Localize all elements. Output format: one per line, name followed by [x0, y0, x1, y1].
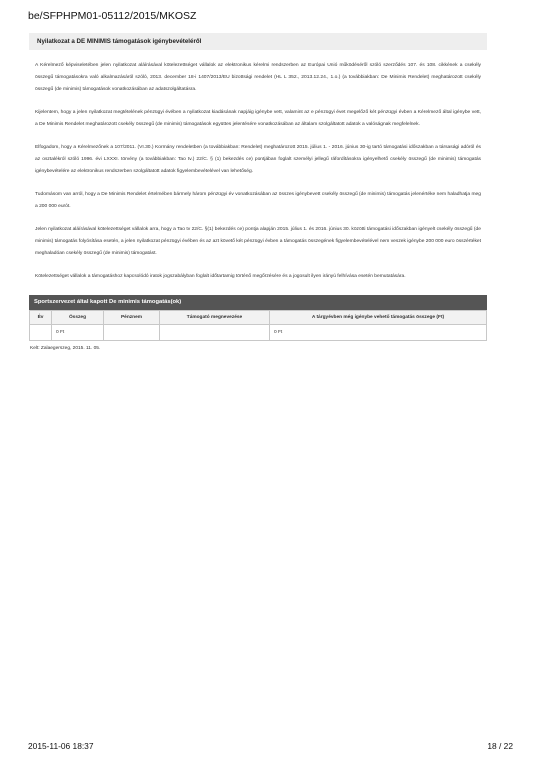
- column-header-amount: Összeg: [52, 310, 104, 324]
- footer-page-number: 18 / 22: [487, 741, 513, 751]
- paragraph-4: Tudomásom van arról, hogy a De Minimis Rendelet értelmében bármely három pénzügyi év vonatkozásában az összes igénybevett csekély összegű (de minimis) támogatás jelenértéke nem haladhatja meg a 200 000 eurót.: [35, 192, 481, 209]
- column-header-grantor: Támogató megnevezése: [160, 310, 270, 324]
- paragraph-5: Jelen nyilatkozat aláírásával kötelezettséget vállalok arra, hogy a Tao tv 22/C. §(1) bekezdés ce) pontja alapján 2015. július 1. és 2016. június 30. közötti támogatási időszakban igényelt csekély összegű (de minimis) támogatás folyósítása esetén, a jelen nyilatkozat pénzügyi évében és az azt követő két pénzügyi évben a támogatás összegének figyelembevételével nem veszek igénybe 200 000 euro összértéket meghaladóan csekély összegű (de minimis) támogatást.: [35, 227, 481, 256]
- cell-grantor: [160, 324, 270, 340]
- paragraph-6: Kötelezettséget vállalok a támogatáshoz kapcsolódó iratok jogszabályban foglalt időtartamig történő megőrzésére és a jogosult ilyen irányú felhívása esetén bemutatására.: [35, 274, 406, 280]
- paragraph-3: Elfogadom, hogy a Kérelmezőnek a 107/2011. (VI.30.) Kormány rendeletben (a továbbiakban: Rendelet) meghatározott 2015. július 1. - 2016. június 30-ig tartó támogatási időszakban a társasági adóról és az osztalékról szóló 1996. évi LXXXI. törvény (a továbbiakban: Tao tv.) 22/C. § (1) bekezdés ce) pontjában foglalt személyi jellegű ráfordításokra igényelhető csekély összegű (de minimis) támogatás igénybevételére az elektronikus rendszerben szolgáltatott adatok figyelembevételével van lehetőség.: [35, 145, 481, 174]
- de-minimis-table-section: [29, 295, 487, 341]
- table-title: Sportszervezet által kapott De minimis támogatás(ok): [29, 295, 487, 310]
- column-header-available-amount: A tárgyévben még igénybe vehető támogatás összege (Ft): [270, 310, 487, 324]
- de-minimis-table: [29, 310, 487, 341]
- document-id: be/SFPHPM01-05112/2015/MKOSZ: [28, 10, 197, 22]
- table-row: [30, 324, 487, 340]
- declaration-section: [29, 33, 487, 351]
- footer-datetime: 2015-11-06 18:37: [28, 741, 94, 751]
- cell-currency: [104, 324, 160, 340]
- table-header-row: [30, 310, 487, 324]
- declaration-body: [29, 50, 487, 282]
- declaration-title: Nyilatkozat a DE MINIMIS támogatások igénybevételéről: [29, 33, 487, 50]
- cell-available-amount: 0 Ft: [270, 324, 487, 340]
- issued-place-date: Kelt: Zalaegerszeg, 2015. 11. 05.: [30, 345, 101, 351]
- paragraph-2: Kijelentem, hogy a jelen nyilatkozat megtételének pénzügyi évében a nyilatkozat kiadásának napjáig igénybe vett, valamint az e pénzügyi évet megelőző két pénzügyi évben a Kérelmező által igénybe vett, a De Minimis Rendelet meghatározott csekély összegű (de minimis) támogatások együttes jelentésére vonatkozásában az általam szolgáltatott adatok a valóságnak megfelelnek.: [35, 110, 481, 127]
- cell-amount: 0 Ft: [52, 324, 104, 340]
- cell-year: [30, 324, 52, 340]
- paragraph-1: A Kérelmező képviseletében jelen nyilatkozat aláírásával kötelezettséget vállalok az elektronikus kérelmi rendszerben az Európai Unió működéséről szóló szerződés 107. és 108. cikkének a csekély összegű támogatásokra való alkalmazásáról szóló, 2013. december 18-i 1407/2013/EU bizottsági rendelet (HL L 352., 2013.12.24., 1.o.) (a továbbiakban: De Minimis Rendelet) meghatározott csekély összegű (de minimis) támogatások vonatkozásában az adatszolgáltatásra.: [35, 63, 481, 92]
- column-header-year: Év: [30, 310, 52, 324]
- column-header-currency: Pénznem: [104, 310, 160, 324]
